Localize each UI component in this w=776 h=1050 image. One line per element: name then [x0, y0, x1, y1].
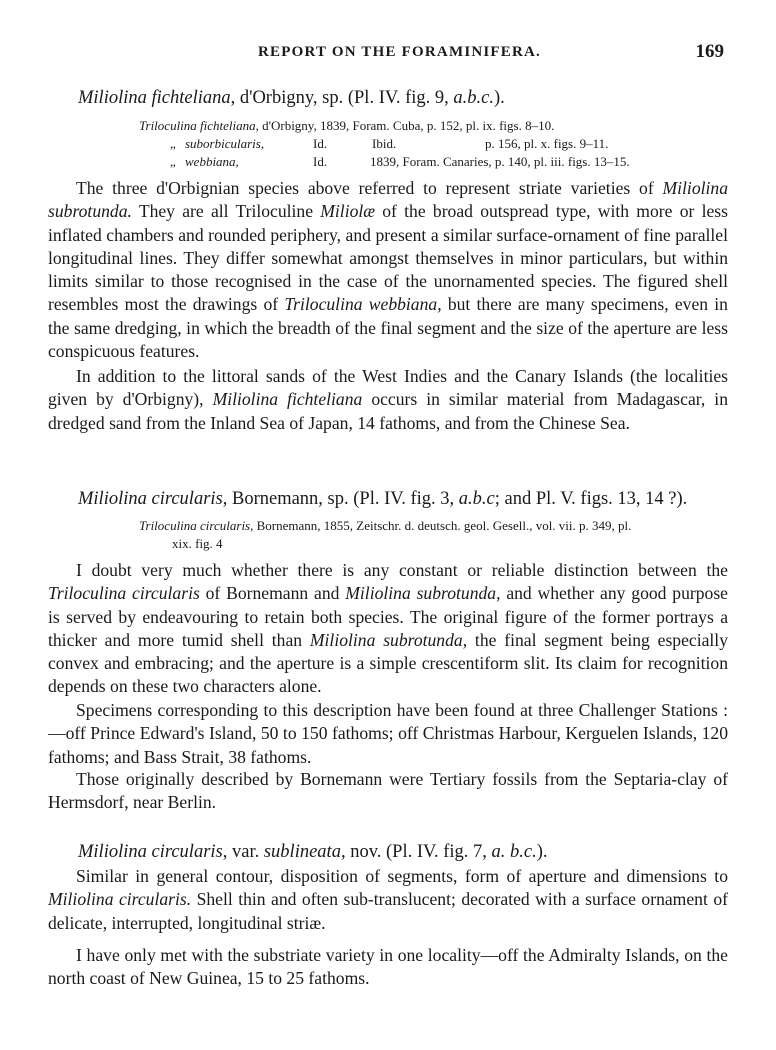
idem: Id. [313, 154, 328, 169]
idem: Id. [313, 136, 328, 151]
synonym-line-1-continued: xix. fig. 4 [172, 536, 223, 551]
ibidem: Ibid. [372, 136, 397, 151]
heading-close: ; and Pl. V. figs. 13, 14 ?). [494, 489, 688, 509]
synonym-name: suborbicularis, [185, 136, 265, 151]
synonym-name: webbiana, [185, 154, 239, 169]
species-heading-fichteliana [78, 88, 505, 109]
species-authority: , d'Orbigny, sp. (Pl. IV. fig. 9, [230, 88, 454, 108]
running-title: REPORT ON THE FORAMINIFERA. [258, 44, 542, 60]
species-heading-circularis [78, 489, 687, 510]
heading-close: ). [493, 88, 505, 108]
figure-letters: a.b.c [458, 489, 495, 509]
synonym-name: Triloculina fichteliana [139, 118, 256, 133]
figure-letters: a. b.c. [491, 842, 537, 862]
ditto-mark: „ [170, 154, 176, 169]
paragraph: I doubt very much whether there is any constant or reliable distinction between the Triloculina circularis of Bornemann and Miliolina subrotunda, and whether any good purpose is served by endeavouring to retain both species. The original figure of the former portrays a thicker and more tumid shell than Miliolina subrotunda, the final segment being especially convex and embracing; and the aperture is a simple crescentiform slit. Its claim for recognition depends on these two characters alone. [48, 560, 728, 697]
species-authority: , nov. (Pl. IV. fig. 7, [340, 842, 492, 862]
synonym-reference: 1839, Foram. Canaries, p. 140, pl. iii. figs. 13–15. [370, 154, 630, 169]
synonym-line-1 [139, 118, 554, 134]
synonym-reference: , d'Orbigny, 1839, Foram. Cuba, p. 152, pl. ix. figs. 8–10. [255, 118, 555, 133]
page-number: 169 [695, 41, 724, 62]
paragraph: Those originally described by Bornemann were Tertiary fossils from the Septaria-clay of Hermsdorf, near Berlin. [48, 769, 728, 813]
ditto-mark: „ [170, 136, 176, 151]
paragraph: The three d'Orbignian species above referred to represent striate varieties of Miliolina subrotunda. They are all Triloculine Miliolæ of the broad outspread type, with more or less inflated chambers and rounded periphery, and present a similar surface-ornament of fine parallel longitudinal lines. They differ somewhat amongst themselves in minor particulars, but within limits similar to those recognised in the case of the unornamented species. The figured shell resembles most the drawings of Triloculina webbiana, but there are many specimens, even in the same dredging, in which the breadth of the final segment and the size of the aperture are less conspicuous features. [48, 178, 728, 362]
paragraph: In addition to the littoral sands of the West Indies and the Canary Islands (the localities given by d'Orbigny), Miliolina fichteliana occurs in similar material from Madagascar, in dredged sand from the Inland Sea of Japan, 14 fathoms, and from the Chinese Sea. [48, 366, 728, 433]
variety-name: sublineata [263, 842, 341, 862]
figure-letters: a.b.c. [453, 88, 494, 108]
species-name: Miliolina circularis [78, 489, 223, 509]
synonym-line-1 [139, 518, 631, 534]
running-header [0, 41, 776, 68]
species-name: Miliolina fichteliana [78, 88, 231, 108]
synonym-name: Triloculina circularis [139, 518, 251, 533]
synonym-reference: , Bornemann, 1855, Zeitschr. d. deutsch. geol. Gesell., vol. vii. p. 349, pl. [250, 518, 632, 533]
paragraph: I have only met with the substriate variety in one locality—off the Admiralty Islands, on the north coast of New Guinea, 15 to 25 fathoms. [48, 945, 728, 989]
species-name: Miliolina circularis [78, 842, 223, 862]
paragraph: Specimens corresponding to this description have been found at three Challenger Stations :—off Prince Edward's Island, 50 to 150 fathoms; off Christmas Harbour, Kerguelen Islands, 120 fathoms; and Bass Strait, 38 fathoms. [48, 700, 728, 767]
synonym-reference: p. 156, pl. x. figs. 9–11. [485, 136, 609, 151]
heading-close: ). [536, 842, 548, 862]
species-heading-sublineata: Miliolina circularis, var. sublineata, nov. (Pl. IV. fig. 7, a. b.c.). [78, 842, 548, 862]
paragraph: Similar in general contour, disposition of segments, form of aperture and dimensions to Miliolina circularis. Shell thin and often sub-translucent; decorated with a surface ornament of delicate, interrupted, longitudinal striæ. [48, 866, 728, 933]
species-authority: , Bornemann, sp. (Pl. IV. fig. 3, [222, 489, 459, 509]
